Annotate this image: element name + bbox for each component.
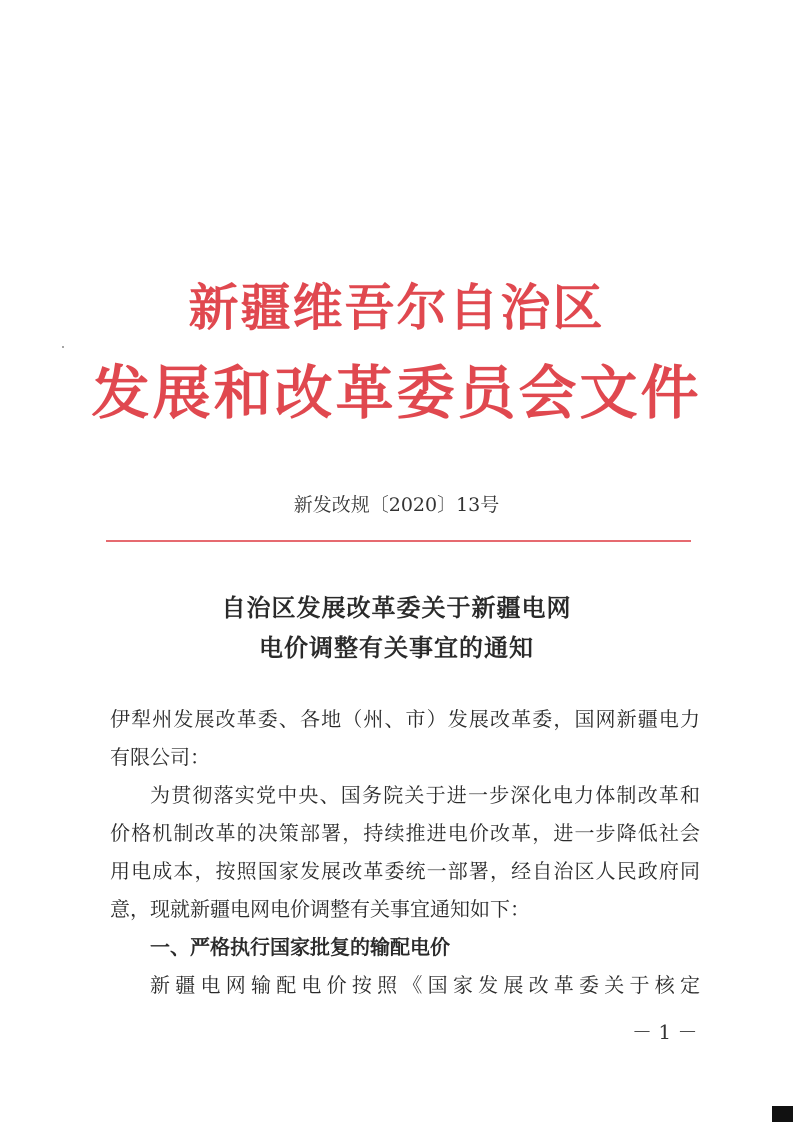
issuer-header-line-2: 发展和改革委员会文件	[91, 359, 702, 427]
addressee-line-1: 伊犁州发展改革委、各地（州、市）发展改革委，国网新疆电力	[110, 707, 700, 731]
section-1-line-1: 新疆电网输配电价按照《国家发展改革委关于核定	[150, 973, 700, 997]
document-title-line-1: 自治区发展改革委关于新疆电网	[221, 593, 572, 622]
document-number: 新发改规〔2020〕13号	[293, 494, 500, 516]
scan-corner-mark	[772, 1106, 793, 1122]
paragraph-1	[110, 776, 700, 928]
paragraph-1-line-4: 意，现就新疆电网电价调整有关事宜通知如下：	[110, 897, 530, 921]
issuer-header-line-1: 新疆维吾尔自治区	[188, 278, 605, 337]
document-title-line-2: 电价调整有关事宜的通知	[259, 633, 534, 662]
red-separator-rule	[106, 540, 691, 542]
paragraph-1-line-3: 用电成本，按照国家发展改革委统一部署，经自治区人民政府同	[110, 859, 700, 883]
page-number: － 1 －	[632, 1020, 698, 1044]
paragraph-1-line-1: 为贯彻落实党中央、国务院关于进一步深化电力体制改革和	[150, 783, 700, 807]
addressee-block	[110, 700, 700, 776]
paragraph-1-line-2: 价格机制改革的决策部署，持续推进电价改革，进一步降低社会	[110, 821, 700, 845]
section-1-heading: 一、严格执行国家批复的输配电价	[150, 935, 450, 959]
addressee-line-2: 有限公司：	[110, 745, 210, 769]
